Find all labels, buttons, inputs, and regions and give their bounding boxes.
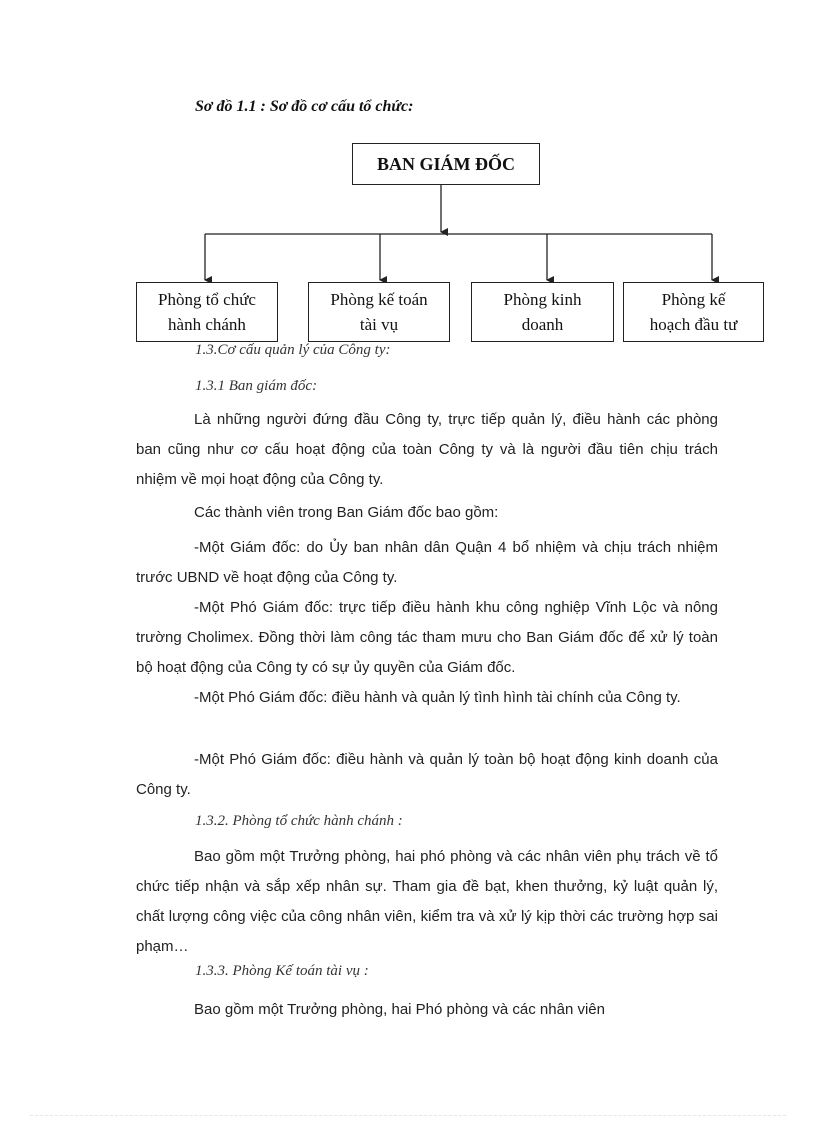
section-heading-1-3-2: 1.3.2. Phòng tổ chức hành chánh : (195, 813, 403, 829)
paragraph-members-intro: Các thành viên trong Ban Giám đốc bao gồm: (194, 504, 499, 521)
org-box-label-line2: tài vụ (359, 315, 399, 334)
paragraph-member-pho-gd-1: -Một Phó Giám đốc: trực tiếp điều hành khu công nghiệp Vĩnh Lộc và nông trường Cholimex. Đồng thời làm công tác tham mưu cho Ban Giám đốc để xử lý toàn bộ hoạt động của Công ty có sự ủy quyền của Giám đốc. (136, 599, 718, 676)
paragraph-member-giam-doc: -Một Giám đốc: do Ủy ban nhân dân Quận 4 bổ nhiệm và chịu trách nhiệm trước UBND về hoạt động của Công ty. (136, 539, 718, 586)
org-box-label-line1: Phòng kế toán (330, 290, 428, 309)
org-box-ban-giam-doc (352, 143, 540, 185)
org-box-phong-to-chuc (136, 282, 278, 342)
section-heading-1-3: 1.3.Cơ cấu quản lý của Công ty: (195, 342, 391, 358)
org-box-label-line1: Phòng kế (661, 290, 726, 309)
page-bottom-rule (30, 1115, 786, 1116)
org-box-label-line1: Phòng kinh (503, 290, 582, 309)
org-box-label-line2: doanh (521, 315, 564, 334)
paragraph-member-pho-gd-3: -Một Phó Giám đốc: điều hành và quản lý toàn bộ hoạt động kinh doanh của Công ty. (136, 751, 718, 798)
section-heading-1-3-1: 1.3.1 Ban giám đốc: (195, 378, 318, 394)
org-box-label-line2: hoạch đầu tư (649, 315, 738, 334)
org-box-label-line2: hành chánh (168, 315, 246, 334)
org-box-label-line1: Phòng tổ chức (158, 290, 256, 309)
paragraph-ke-toan-tai-vu: Bao gồm một Trưởng phòng, hai Phó phòng và các nhân viên (194, 1001, 605, 1018)
org-box-phong-kinh-doanh (471, 282, 614, 342)
diagram-caption: Sơ đồ 1.1 : Sơ đồ cơ cấu tổ chức: (195, 98, 414, 115)
paragraph-member-pho-gd-2: -Một Phó Giám đốc: điều hành và quản lý tình hình tài chính của Công ty. (194, 689, 681, 706)
paragraph-ban-giam-doc: Là những người đứng đầu Công ty, trực tiếp quản lý, điều hành các phòng ban cũng như cơ cấu hoạt động của toàn Công ty và là người đầu tiên chịu trách nhiệm về mọi hoạt động của Công ty. (136, 411, 718, 488)
org-box-phong-ke-toan (308, 282, 450, 342)
paragraph-to-chuc-hanh-chanh: Bao gồm một Trưởng phòng, hai phó phòng và các nhân viên phụ trách về tổ chức tiếp nhận và sắp xếp nhân sự. Tham gia đề bạt, khen thưởng, kỷ luật quản lý, chất lượng công việc của công nhân viên, kiểm tra và xử lý kịp thời các trường hợp sai phạm… (136, 848, 718, 955)
section-heading-1-3-3: 1.3.3. Phòng Kế toán tài vụ : (195, 963, 369, 979)
org-box-label: BAN GIÁM ĐỐC (377, 153, 515, 174)
org-box-phong-ke-hoach (623, 282, 764, 342)
